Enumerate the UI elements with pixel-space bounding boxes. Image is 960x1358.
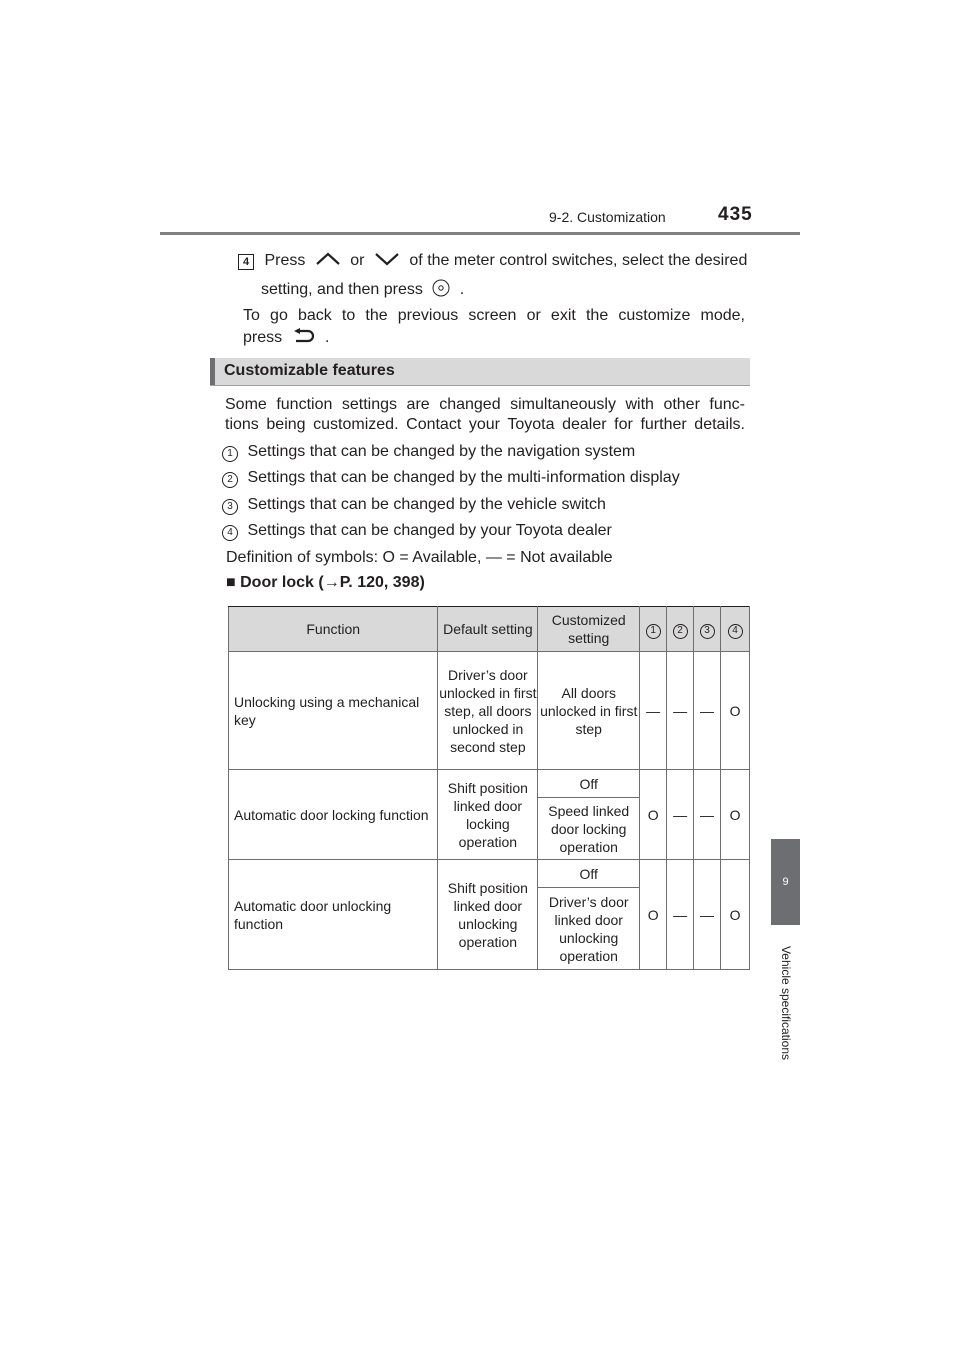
availability-cell: —	[667, 770, 694, 860]
section-accent	[210, 358, 215, 385]
availability-cell: O	[640, 770, 667, 860]
availability-cell: O	[721, 652, 750, 770]
door-lock-table	[228, 606, 750, 970]
chapter-tab[interactable]	[771, 839, 800, 925]
header-customized: Customized setting	[538, 607, 640, 652]
step-4-note-line1: To go back to the previous screen or exit the customize mode,	[243, 307, 745, 324]
availability-cell: —	[640, 652, 667, 770]
function-cell: Automatic door unlocking function	[229, 860, 438, 970]
customized-cell: Off	[538, 770, 640, 798]
default-cell: Driver’s door unlocked in first step, all doors unlocked in second step	[438, 652, 538, 770]
page-reference[interactable]: P. 120, 398)	[339, 574, 425, 591]
legend-item	[222, 442, 635, 462]
legend-number: 2	[222, 472, 238, 488]
chapter-tab-label	[771, 930, 800, 1075]
enter-button-icon	[431, 278, 451, 298]
subsection-heading: ■ Door lock (→P. 120, 398)	[226, 574, 425, 591]
table-row	[229, 652, 750, 770]
customized-cell: Driver’s door linked door unlocking operation	[538, 888, 640, 970]
step-4-line2: setting, and then press .	[261, 278, 464, 300]
step-4-line1: 4 Press or of the meter control switches, select the desired	[238, 251, 747, 271]
legend-number: 4	[222, 525, 238, 541]
function-cell: Automatic door locking function	[229, 770, 438, 860]
step-number: 4	[238, 254, 254, 270]
step-4-note-line2: press .	[243, 329, 330, 346]
chapter-tab-number: 9	[782, 876, 789, 888]
legend-text: Settings that can be changed by the vehicle switch	[247, 496, 606, 513]
header-col-1: 1	[640, 607, 667, 652]
legend-number: 1	[222, 446, 238, 462]
availability-cell: —	[667, 860, 694, 970]
availability-cell: —	[694, 860, 721, 970]
function-cell: Unlocking using a mechanical key	[229, 652, 438, 770]
availability-cell: O	[721, 770, 750, 860]
legend-number: 3	[222, 499, 238, 515]
section-title-bar	[210, 358, 750, 386]
customized-cell: Speed linked door locking operation	[538, 798, 640, 860]
back-button-icon	[291, 328, 317, 344]
legend-text: Settings that can be changed by your Toyota dealer	[247, 522, 612, 539]
legend-text: Settings that can be changed by the navigation system	[247, 443, 636, 460]
availability-cell: —	[667, 652, 694, 770]
header-default: Default setting	[438, 607, 538, 652]
bullet-icon: ■	[226, 574, 236, 591]
legend-item	[222, 468, 680, 488]
section-header: 9-2. Customization	[549, 209, 666, 225]
table-header-row	[229, 607, 750, 652]
chapter-tab-label-text: Vehicle specifications	[778, 945, 793, 1060]
header-function: Function	[229, 607, 438, 652]
header-col-2: 2	[667, 607, 694, 652]
section-title: Customizable features	[224, 362, 395, 379]
availability-cell: O	[640, 860, 667, 970]
legend-text: Settings that can be changed by the multi-information display	[247, 469, 680, 486]
header-rule	[160, 232, 800, 235]
default-cell: Shift position linked door unlocking operation	[438, 860, 538, 970]
availability-cell: O	[721, 860, 750, 970]
customized-cell: Off	[538, 860, 640, 888]
legend-item	[222, 521, 612, 541]
header-col-4: 4	[721, 607, 750, 652]
up-arrow-icon	[314, 251, 342, 267]
intro-line1: Some function settings are changed simultaneously with other func-	[225, 396, 745, 413]
intro-line2: tions being customized. Contact your Toyota dealer for further details.	[225, 416, 745, 433]
legend-item	[222, 495, 606, 515]
down-arrow-icon	[373, 251, 401, 267]
table-row	[229, 770, 750, 798]
availability-cell: —	[694, 770, 721, 860]
symbols-definition: Definition of symbols: O = Available, — = Not available	[226, 549, 613, 566]
default-cell: Shift position linked door locking operation	[438, 770, 538, 860]
header-col-3: 3	[694, 607, 721, 652]
customized-cell: All doors unlocked in first step	[538, 652, 640, 770]
availability-cell: —	[694, 652, 721, 770]
page-number: 435	[718, 204, 753, 225]
arrow-icon: →	[323, 574, 340, 591]
table-row	[229, 860, 750, 888]
